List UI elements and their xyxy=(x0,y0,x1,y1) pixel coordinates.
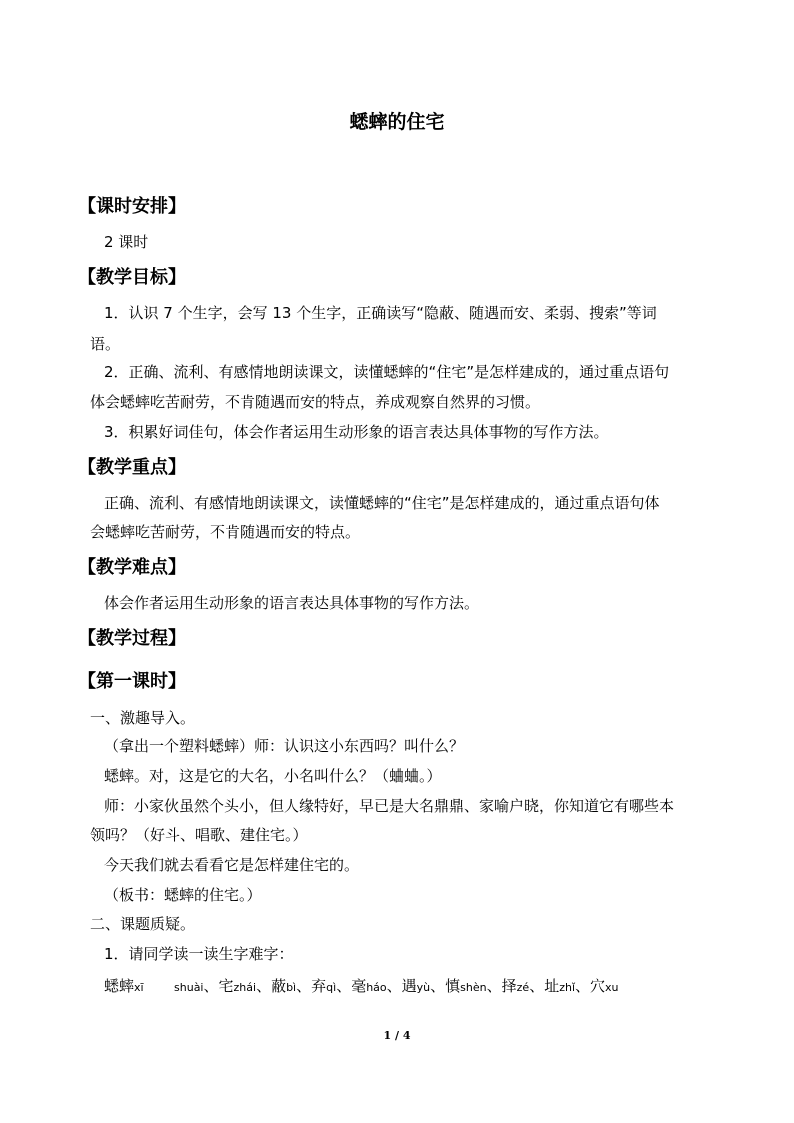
vocab-pinyin: xu xyxy=(605,981,619,994)
key-points-line-1: 正确、流利、有感情地朗读课文，读懂蟋蟀的“住宅”是怎样建成的，通过重点语句体 xyxy=(104,494,660,512)
part-1-paragraph-5: （板书：蟋蟀的住宅。） xyxy=(104,886,262,904)
goal-3: 3．积累好词佳句，体会作者运用生动形象的语言表达具体事物的写作方法。 xyxy=(104,423,609,441)
part-2-paragraph-1: 1．请同学读一读生字难字： xyxy=(104,945,294,963)
key-points-line-2: 会蟋蟀吃苦耐劳，不肯随遇而安的特点。 xyxy=(90,523,361,541)
vocab-pinyin: shuài xyxy=(174,981,204,994)
part-1-paragraph-3-line-2: 领吗？（好斗、唱歌、建住宅。） xyxy=(90,826,308,844)
part-1-paragraph-2: 蟋蟀。对，这是它的大名，小名叫什么？（蛐蛐。） xyxy=(104,767,442,785)
vocab-word: 、址 xyxy=(529,977,560,995)
part-1-paragraph-4: 今天我们就去看看它是怎样建住宅的。 xyxy=(104,856,360,874)
part-1-paragraph-3-line-1: 师：小家伙虽然个头小，但人缘特好，早已是大名鼎鼎、家喻户晓，你知道它有哪些本 xyxy=(104,797,675,815)
vocab-pinyin: yù xyxy=(416,981,431,994)
vocab-word: 、蔽 xyxy=(256,977,287,995)
vocab-word: 、遇 xyxy=(386,977,417,995)
difficulty-text: 体会作者运用生动形象的语言表达具体事物的写作方法。 xyxy=(104,594,480,612)
goals-heading: 【教学目标】 xyxy=(78,267,186,288)
vocab-word: 、弃 xyxy=(296,977,327,995)
page-title: 蟋蟀的住宅 xyxy=(349,111,445,133)
part-2-title: 二、课题质疑。 xyxy=(90,915,196,933)
vocab-word: 蟋蟀 xyxy=(104,977,135,995)
goal-1-line-2: 语。 xyxy=(90,335,121,353)
vocab-pinyin: zhǐ xyxy=(559,981,576,994)
vocab-word: 、择 xyxy=(486,977,517,995)
vocab-word: 、宅 xyxy=(203,977,234,995)
vocab-pinyin: shèn xyxy=(460,981,487,994)
vocab-pinyin: zhái xyxy=(233,981,257,994)
process-heading: 【教学过程】 xyxy=(78,628,186,649)
goal-2-line-1: 2．正确、流利、有感情地朗读课文，读懂蟋蟀的“住宅”是怎样建成的，通过重点语句 xyxy=(104,363,670,381)
goal-1-line-1: 1．认识 7 个生字，会写 13 个生字，正确读写“隐蔽、随遇而安、柔弱、搜索”等词 xyxy=(104,304,657,322)
vocab-word: 、穴 xyxy=(575,977,606,995)
difficulty-heading: 【教学难点】 xyxy=(78,557,186,578)
vocab-pinyin: zé xyxy=(516,981,530,994)
goal-2-line-2: 体会蟋蟀吃苦耐劳，不肯随遇而安的特点，养成观察自然界的习惯。 xyxy=(90,393,541,411)
lesson-1-heading: 【第一课时】 xyxy=(78,671,186,692)
vocab-word: 、慎 xyxy=(430,977,461,995)
vocabulary-line xyxy=(104,975,619,996)
key-points-heading: 【教学重点】 xyxy=(78,457,186,478)
part-1-title: 一、激趣导入。 xyxy=(90,709,196,727)
vocab-word: 、毫 xyxy=(336,977,367,995)
vocab-pinyin: xī xyxy=(134,981,144,994)
schedule-heading: 【课时安排】 xyxy=(78,196,186,217)
page-number: 1 / 4 xyxy=(383,1029,411,1042)
part-1-paragraph-1: （拿出一个塑料蟋蟀）师：认识这小东西吗？叫什么？ xyxy=(104,737,465,755)
vocab-pinyin: háo xyxy=(366,981,387,994)
schedule-text: 2 课时 xyxy=(104,233,149,251)
vocab-pinyin: bì xyxy=(286,981,297,994)
vocab-pinyin: qì xyxy=(326,981,337,994)
